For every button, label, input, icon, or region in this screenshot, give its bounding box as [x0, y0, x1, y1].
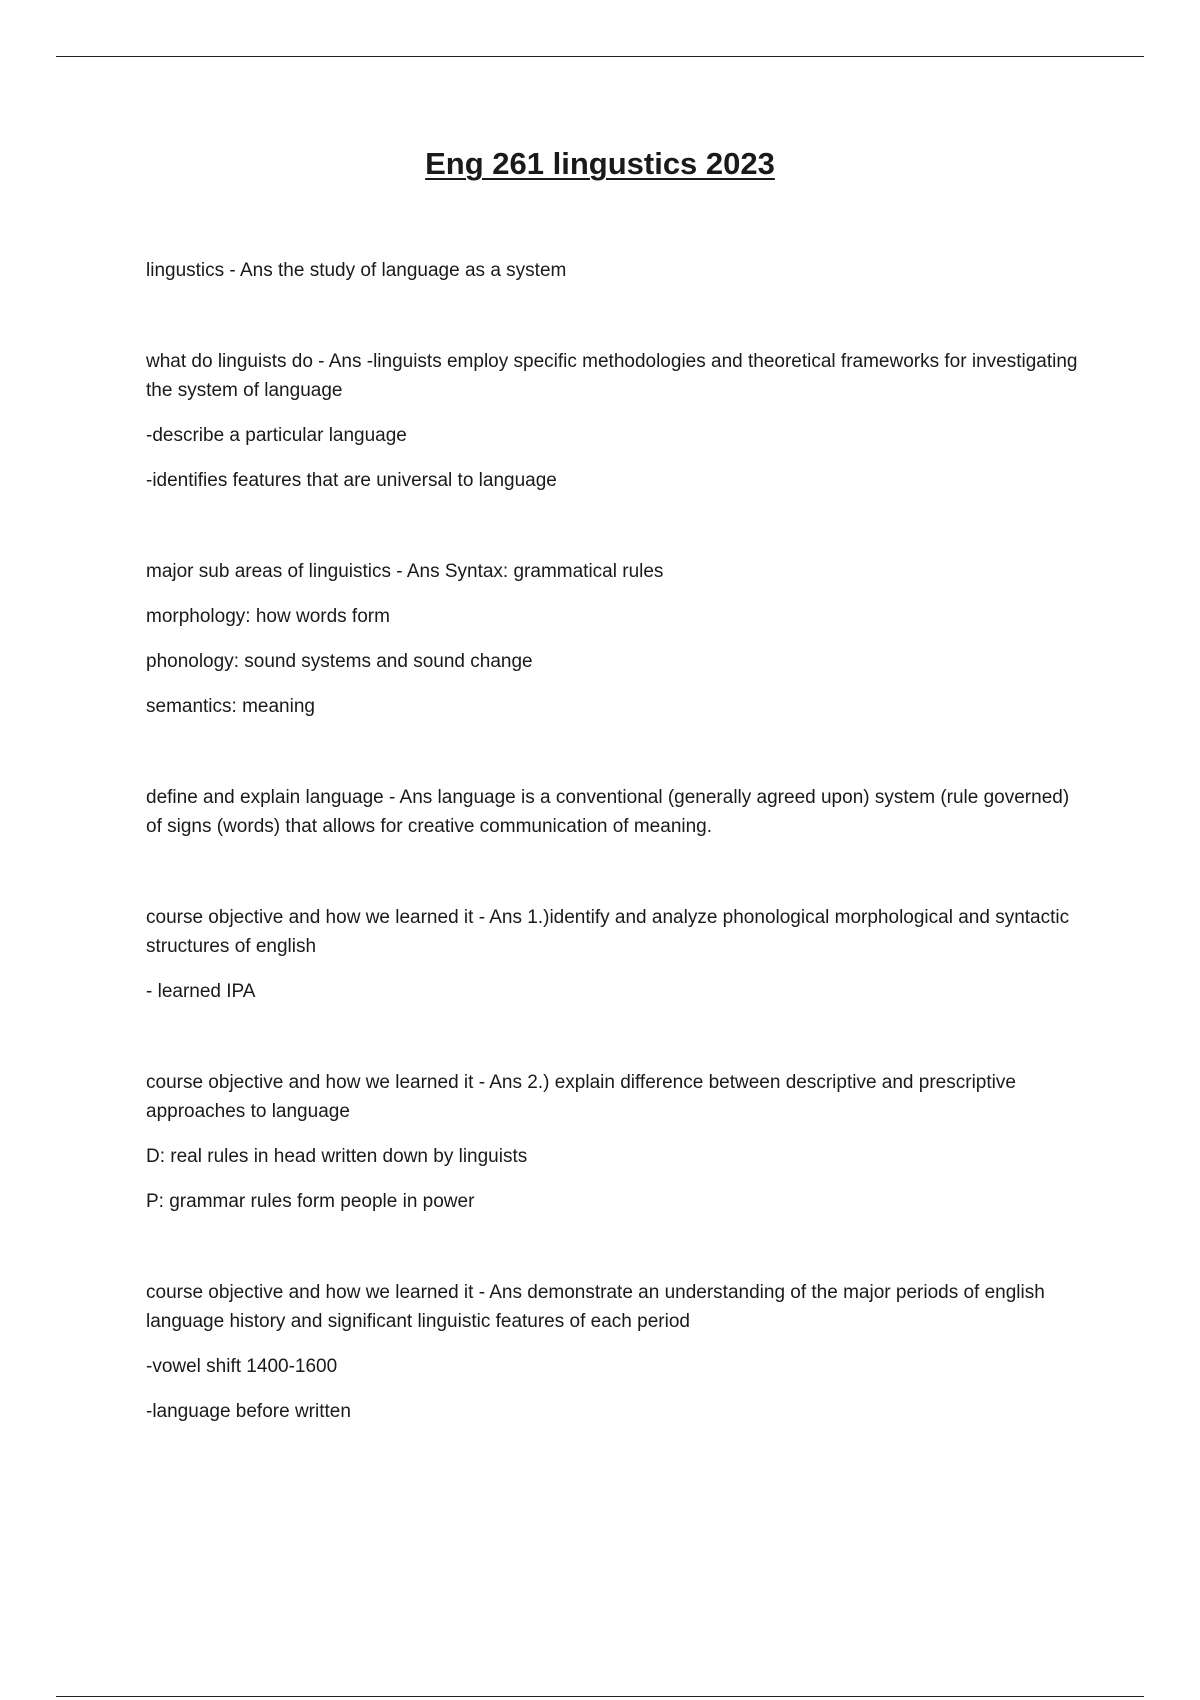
entry-line: - learned IPA — [146, 981, 256, 1002]
document-body — [146, 256, 1086, 1488]
entry-line: major sub areas of linguistics - Ans Syntax: grammatical rules — [146, 561, 664, 582]
entry-line: course objective and how we learned it - Ans 2.) explain difference between descriptive and prescriptive approaches to language — [146, 1072, 1016, 1122]
entry-line: -describe a particular language — [146, 425, 407, 446]
qa-entry — [146, 347, 1086, 495]
qa-entry — [146, 1278, 1086, 1426]
entry-line: course objective and how we learned it - Ans 1.)identify and analyze phonological morphological and syntactic structures of english — [146, 907, 1070, 957]
entry-line: -identifies features that are universal to language — [146, 470, 557, 491]
entry-line: morphology: how words form — [146, 606, 390, 627]
entry-line: course objective and how we learned it - Ans demonstrate an understanding of the major periods of english language history and significant linguistic features of each period — [146, 1282, 1045, 1332]
document-title: Eng 261 lingustics 2023 — [425, 146, 775, 181]
footer-rule — [56, 1696, 1144, 1697]
entry-line: phonology: sound systems and sound change — [146, 651, 533, 672]
entry-line: lingustics - Ans the study of language as a system — [146, 260, 567, 281]
entry-line: D: real rules in head written down by linguists — [146, 1146, 528, 1167]
qa-entry — [146, 1068, 1086, 1216]
entry-line: -language before written — [146, 1401, 351, 1422]
entry-line: what do linguists do - Ans -linguists employ specific methodologies and theoretical frameworks for investigating the system of language — [146, 351, 1078, 401]
qa-entry — [146, 557, 1086, 721]
qa-entry — [146, 783, 1086, 841]
header-rule — [56, 56, 1144, 57]
entry-line: P: grammar rules form people in power — [146, 1191, 475, 1212]
entry-line: define and explain language - Ans language is a conventional (generally agreed upon) system (rule governed) of signs (words) that allows for creative communication of meaning. — [146, 787, 1070, 837]
entry-line: -vowel shift 1400-1600 — [146, 1356, 338, 1377]
qa-entry — [146, 903, 1086, 1006]
qa-entry — [146, 256, 1086, 285]
entry-line: semantics: meaning — [146, 696, 315, 717]
